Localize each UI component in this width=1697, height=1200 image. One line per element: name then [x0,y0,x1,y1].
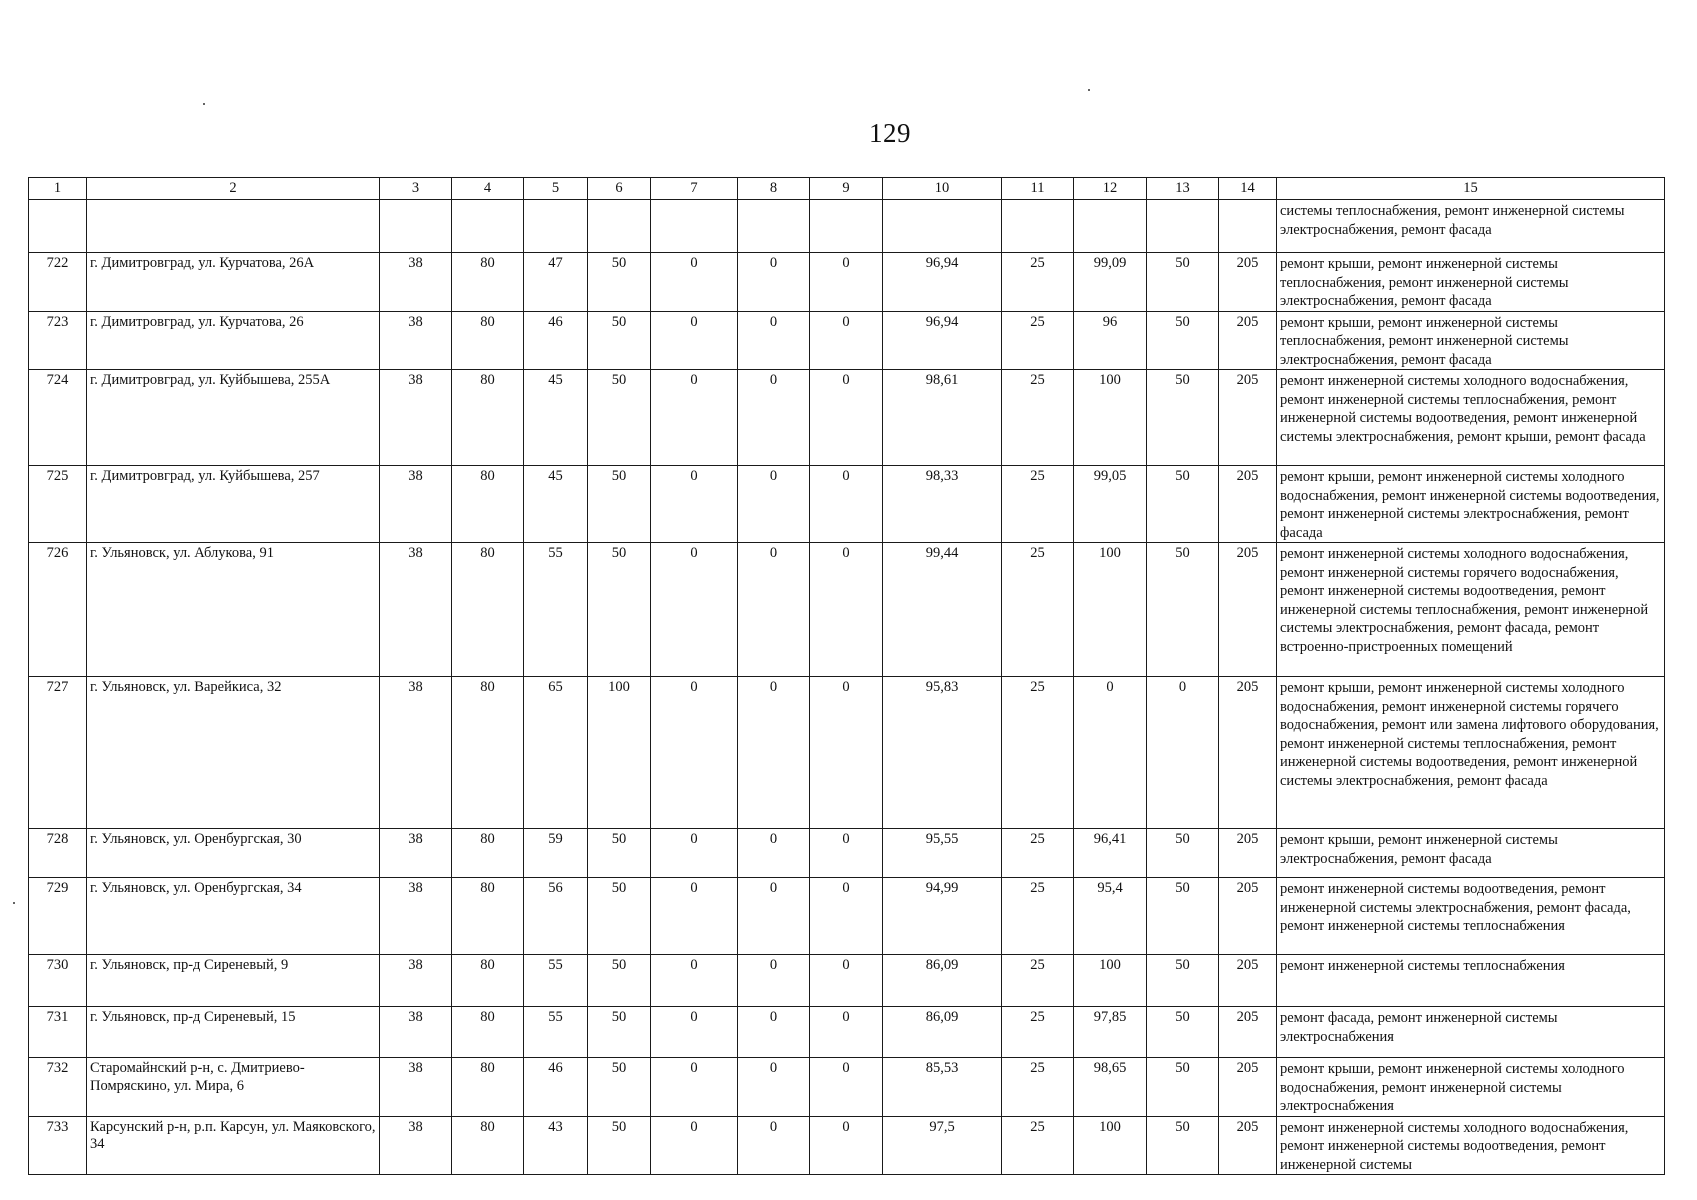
value-cell-c11: 25 [1002,543,1074,677]
value-cell-c3: 38 [380,466,452,543]
row-number: 730 [29,955,87,1007]
address-cell: г. Ульяновск, пр-д Сиреневый, 9 [87,955,380,1007]
value-cell-c14: 205 [1219,311,1277,370]
value-cell-c4: 80 [452,677,524,829]
value-cell-c9: 0 [810,1007,883,1058]
works-description: ремонт инженерной системы холодного водоснабжения, ремонт инженерной системы горячего водоснабжения, ремонт инженерной системы водоотведения, ремонт инженерной системы теплоснабжения, ремонт инженерной системы электроснабжения, ремонт фасада, ремонт встроенно-пристроенных помещений [1277,543,1665,677]
value-cell-c8: 0 [738,878,810,955]
col-header: 2 [87,178,380,200]
value-cell-c9: 0 [810,311,883,370]
value-cell-c13: 50 [1147,1116,1219,1175]
value-cell-c3: 38 [380,543,452,677]
value-cell-c10: 99,44 [883,543,1002,677]
works-description: ремонт инженерной системы холодного водоснабжения, ремонт инженерной системы водоотведения, ремонт инженерной системы [1277,1116,1665,1175]
table-row [29,955,1665,1007]
address-cell: г. Ульяновск, ул. Оренбургская, 34 [87,878,380,955]
value-cell-c10: 96,94 [883,253,1002,312]
value-cell-c11: 25 [1002,878,1074,955]
value-cell-c6: 50 [588,543,651,677]
value-cell-c11: 25 [1002,1116,1074,1175]
address-cell: Карсунский р-н, р.п. Карсун, ул. Маяковского, 34 [87,1116,380,1175]
value-cell-c6: 50 [588,253,651,312]
value-cell-c7: 0 [651,1058,738,1117]
value-cell-c4: 80 [452,955,524,1007]
value-cell-c10: 95,55 [883,829,1002,878]
value-cell-c11: 25 [1002,253,1074,312]
works-description: системы теплоснабжения, ремонт инженерной системы электроснабжения, ремонт фасада [1277,200,1665,253]
col-header: 5 [524,178,588,200]
works-description: ремонт инженерной системы водоотведения, ремонт инженерной системы электроснабжения, ремонт фасада, ремонт инженерной системы теплоснабжения [1277,878,1665,955]
value-cell-c13: 50 [1147,466,1219,543]
value-cell-c7: 0 [651,677,738,829]
address-cell: г. Димитровград, ул. Курчатова, 26 [87,311,380,370]
value-cell-c6: 50 [588,1058,651,1117]
value-cell-c12: 96 [1074,311,1147,370]
col-header: 13 [1147,178,1219,200]
value-cell-c5: 46 [524,1058,588,1117]
row-number: 722 [29,253,87,312]
value-cell-c3: 38 [380,253,452,312]
value-cell-c5: 45 [524,370,588,466]
works-description: ремонт фасада, ремонт инженерной системы электроснабжения [1277,1007,1665,1058]
scan-speck [1088,89,1090,91]
scan-speck [13,902,15,904]
value-cell-c5: 59 [524,829,588,878]
value-cell-c10: 86,09 [883,1007,1002,1058]
value-cell-c12: 98,65 [1074,1058,1147,1117]
value-cell-c5: 55 [524,955,588,1007]
value-cell-c9: 0 [810,878,883,955]
value-cell-c7: 0 [651,253,738,312]
value-cell-c14: 205 [1219,1058,1277,1117]
col-header: 10 [883,178,1002,200]
value-cell-c8: 0 [738,1058,810,1117]
value-cell-c9: 0 [810,1058,883,1117]
works-description: ремонт крыши, ремонт инженерной системы холодного водоснабжения, ремонт инженерной системы горячего водоснабжения, ремонт или замена лифтового оборудования, ремонт инженерной системы теплоснабжения, ремонт инженерной системы водоотведения, ремонт инженерной системы электроснабжения, ремонт фасада [1277,677,1665,829]
table-row [29,311,1665,370]
value-cell-c14: 205 [1219,677,1277,829]
value-cell-c11: 25 [1002,466,1074,543]
value-cell-c4: 80 [452,253,524,312]
value-cell-c11: 25 [1002,955,1074,1007]
value-cell-c7: 0 [651,370,738,466]
works-description: ремонт крыши, ремонт инженерной системы холодного водоснабжения, ремонт инженерной системы электроснабжения [1277,1058,1665,1117]
value-cell-c7: 0 [651,1116,738,1175]
col-header: 12 [1074,178,1147,200]
value-cell-c7: 0 [651,878,738,955]
value-cell-c7: 0 [651,955,738,1007]
value-cell-c9: 0 [810,1116,883,1175]
value-cell-c10: 94,99 [883,878,1002,955]
works-description: ремонт крыши, ремонт инженерной системы теплоснабжения, ремонт инженерной системы электроснабжения, ремонт фасада [1277,311,1665,370]
value-cell-c11: 25 [1002,370,1074,466]
row-number: 731 [29,1007,87,1058]
value-cell-c8: 0 [738,677,810,829]
value-cell-c12: 95,4 [1074,878,1147,955]
row-number: 727 [29,677,87,829]
value-cell-c4: 80 [452,370,524,466]
row-number: 726 [29,543,87,677]
col-header: 15 [1277,178,1665,200]
value-cell-c8: 0 [738,1007,810,1058]
value-cell-c10: 85,53 [883,1058,1002,1117]
address-cell: г. Ульяновск, пр-д Сиреневый, 15 [87,1007,380,1058]
value-cell-c7: 0 [651,1007,738,1058]
column-numbers-row [29,178,1665,200]
value-cell-c8: 0 [738,829,810,878]
value-cell-c14: 205 [1219,955,1277,1007]
value-cell-c4: 80 [452,543,524,677]
value-cell-c13: 50 [1147,955,1219,1007]
address-cell: г. Димитровград, ул. Куйбышева, 257 [87,466,380,543]
value-cell-c11: 25 [1002,1007,1074,1058]
value-cell-c12: 99,05 [1074,466,1147,543]
value-cell-c13: 50 [1147,311,1219,370]
works-description: ремонт инженерной системы теплоснабжения [1277,955,1665,1007]
value-cell-c5: 43 [524,1116,588,1175]
value-cell-c9: 0 [810,955,883,1007]
value-cell-c8: 0 [738,311,810,370]
table-row [29,677,1665,829]
value-cell-c10: 98,61 [883,370,1002,466]
value-cell-c9: 0 [810,543,883,677]
value-cell-c3: 38 [380,829,452,878]
works-description: ремонт крыши, ремонт инженерной системы теплоснабжения, ремонт инженерной системы электроснабжения, ремонт фасада [1277,253,1665,312]
row-number: 725 [29,466,87,543]
row-number: 724 [29,370,87,466]
value-cell-c4: 80 [452,311,524,370]
value-cell-c5: 46 [524,311,588,370]
row-number: 729 [29,878,87,955]
table-row [29,1116,1665,1175]
value-cell-c13: 50 [1147,1007,1219,1058]
value-cell-c4: 80 [452,1116,524,1175]
value-cell-c9: 0 [810,829,883,878]
table-row [29,466,1665,543]
value-cell-c12: 97,85 [1074,1007,1147,1058]
value-cell-c5: 55 [524,543,588,677]
continuation-row [29,200,1665,253]
table-row [29,829,1665,878]
value-cell-c9: 0 [810,253,883,312]
value-cell-c13: 50 [1147,1058,1219,1117]
col-header: 7 [651,178,738,200]
value-cell-c14: 205 [1219,1007,1277,1058]
value-cell-c5: 47 [524,253,588,312]
value-cell-c12: 0 [1074,677,1147,829]
value-cell-c5: 45 [524,466,588,543]
value-cell-c11: 25 [1002,311,1074,370]
col-header: 9 [810,178,883,200]
value-cell-c8: 0 [738,466,810,543]
value-cell-c5: 55 [524,1007,588,1058]
value-cell-c3: 38 [380,677,452,829]
works-description: ремонт инженерной системы холодного водоснабжения, ремонт инженерной системы теплоснабжения, ремонт инженерной системы водоотведения, ремонт инженерной системы электроснабжения, ремонт крыши, ремонт фасада [1277,370,1665,466]
address-cell: г. Димитровград, ул. Курчатова, 26А [87,253,380,312]
table-row [29,878,1665,955]
address-cell: г. Ульяновск, ул. Оренбургская, 30 [87,829,380,878]
page-number: 129 [869,118,911,148]
col-header: 14 [1219,178,1277,200]
table-row [29,253,1665,312]
table-row [29,370,1665,466]
value-cell-c8: 0 [738,370,810,466]
row-number: 728 [29,829,87,878]
value-cell-c8: 0 [738,1116,810,1175]
value-cell-c6: 50 [588,1007,651,1058]
value-cell-c10: 96,94 [883,311,1002,370]
value-cell-c13: 0 [1147,677,1219,829]
value-cell-c13: 50 [1147,543,1219,677]
value-cell-c14: 205 [1219,466,1277,543]
value-cell-c6: 50 [588,466,651,543]
value-cell-c3: 38 [380,311,452,370]
value-cell-c6: 50 [588,370,651,466]
value-cell-c4: 80 [452,466,524,543]
value-cell-c13: 50 [1147,878,1219,955]
table-body [29,178,1665,1175]
value-cell-c10: 98,33 [883,466,1002,543]
address-cell: г. Димитровград, ул. Куйбышева, 255А [87,370,380,466]
value-cell-c6: 50 [588,311,651,370]
value-cell-c6: 50 [588,878,651,955]
address-cell: г. Ульяновск, ул. Аблукова, 91 [87,543,380,677]
value-cell-c7: 0 [651,829,738,878]
value-cell-c8: 0 [738,253,810,312]
value-cell-c3: 38 [380,1058,452,1117]
value-cell-c13: 50 [1147,829,1219,878]
value-cell-c3: 38 [380,878,452,955]
value-cell-c9: 0 [810,466,883,543]
address-cell: г. Ульяновск, ул. Варейкиса, 32 [87,677,380,829]
value-cell-c8: 0 [738,543,810,677]
value-cell-c6: 50 [588,1116,651,1175]
value-cell-c9: 0 [810,370,883,466]
table-row [29,1007,1665,1058]
value-cell-c3: 38 [380,1007,452,1058]
value-cell-c12: 100 [1074,370,1147,466]
col-header: 11 [1002,178,1074,200]
value-cell-c14: 205 [1219,1116,1277,1175]
value-cell-c5: 65 [524,677,588,829]
col-header: 4 [452,178,524,200]
col-header: 1 [29,178,87,200]
value-cell-c10: 86,09 [883,955,1002,1007]
value-cell-c11: 25 [1002,677,1074,829]
value-cell-c14: 205 [1219,543,1277,677]
value-cell-c10: 95,83 [883,677,1002,829]
value-cell-c12: 100 [1074,955,1147,1007]
value-cell-c14: 205 [1219,370,1277,466]
value-cell-c3: 38 [380,1116,452,1175]
value-cell-c4: 80 [452,1058,524,1117]
works-description: ремонт крыши, ремонт инженерной системы электроснабжения, ремонт фасада [1277,829,1665,878]
value-cell-c4: 80 [452,1007,524,1058]
value-cell-c6: 50 [588,829,651,878]
value-cell-c12: 99,09 [1074,253,1147,312]
value-cell-c11: 25 [1002,829,1074,878]
value-cell-c4: 80 [452,829,524,878]
table-row [29,1058,1665,1117]
register-table [28,177,1665,1175]
value-cell-c9: 0 [810,677,883,829]
value-cell-c13: 50 [1147,370,1219,466]
value-cell-c12: 100 [1074,543,1147,677]
value-cell-c12: 96,41 [1074,829,1147,878]
value-cell-c7: 0 [651,311,738,370]
value-cell-c6: 50 [588,955,651,1007]
col-header: 3 [380,178,452,200]
works-description: ремонт крыши, ремонт инженерной системы холодного водоснабжения, ремонт инженерной системы водоотведения, ремонт инженерной системы электроснабжения, ремонт фасада [1277,466,1665,543]
value-cell-c3: 38 [380,955,452,1007]
address-cell: Старомайнский р-н, с. Дмитриево-Помряскино, ул. Мира, 6 [87,1058,380,1117]
value-cell-c13: 50 [1147,253,1219,312]
value-cell-c4: 80 [452,878,524,955]
col-header: 8 [738,178,810,200]
value-cell-c6: 100 [588,677,651,829]
value-cell-c11: 25 [1002,1058,1074,1117]
table-row [29,543,1665,677]
col-header: 6 [588,178,651,200]
value-cell-c5: 56 [524,878,588,955]
scan-speck [203,103,205,105]
value-cell-c14: 205 [1219,878,1277,955]
value-cell-c8: 0 [738,955,810,1007]
value-cell-c10: 97,5 [883,1116,1002,1175]
value-cell-c7: 0 [651,466,738,543]
row-number: 723 [29,311,87,370]
value-cell-c12: 100 [1074,1116,1147,1175]
row-number: 732 [29,1058,87,1117]
value-cell-c3: 38 [380,370,452,466]
value-cell-c7: 0 [651,543,738,677]
value-cell-c14: 205 [1219,253,1277,312]
row-number: 733 [29,1116,87,1175]
value-cell-c14: 205 [1219,829,1277,878]
